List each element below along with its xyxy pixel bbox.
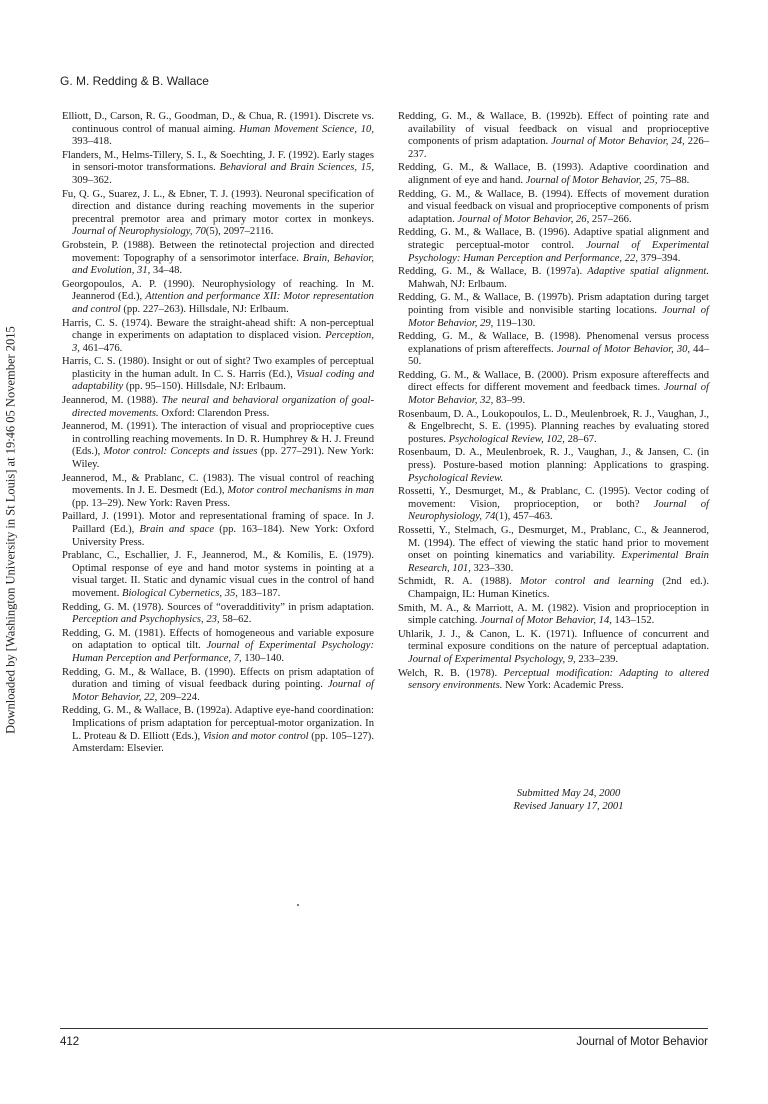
reference-text: (pp. 95–150). Hillsdale, NJ: Erlbaum. bbox=[123, 381, 286, 393]
reference-entry bbox=[62, 111, 374, 149]
reference-source: Journal of Motor Behavior, 22, bbox=[72, 679, 374, 703]
reference-text: Flanders, M., Helms-Tillery, S. I., & Soechting, J. F. (1992). Early stages in sensori-motor transformations. bbox=[62, 149, 374, 174]
reference-text: Harris, C. S. (1980). Insight or out of sight? Two examples of perceptual plasticity in the human adult. In C. S. Harris (Ed.), bbox=[62, 356, 374, 380]
reference-source: Brain, Behavior, and Evolution, 31, bbox=[72, 252, 374, 277]
reference-source: Motor control: Concepts and issues bbox=[103, 446, 258, 458]
reference-entry bbox=[398, 668, 709, 693]
reference-text: 183–187. bbox=[237, 587, 281, 599]
reference-source: Journal of Motor Behavior, 26, bbox=[457, 213, 590, 225]
reference-text: Prablanc, C., Eschallier, J. F., Jeannerod, M., & Komilis, E. (1979). Optimal response of eye and hand motor systems in pointing at a visual target. II. Static and dynamic visual cues in the control of hand movement. bbox=[62, 550, 374, 599]
reference-entry bbox=[398, 111, 709, 161]
reference-entry bbox=[62, 628, 374, 666]
reference-text: Redding, G. M., & Wallace, B. (1994). Effects of movement duration and visual feedback on visual and proprioceptive components of prism adaptation. bbox=[398, 188, 709, 225]
reference-source: Visual coding and adaptability bbox=[72, 368, 375, 393]
reference-entry bbox=[398, 370, 709, 408]
reference-text: 323–330. bbox=[470, 562, 514, 574]
reference-entry bbox=[398, 292, 709, 330]
reference-source: Motor control mechanisms in man bbox=[227, 485, 375, 497]
reference-source: Vision and motor control bbox=[202, 730, 309, 742]
reference-entry bbox=[398, 486, 709, 524]
reference-text: New York: Academic Press. bbox=[502, 680, 624, 692]
reference-text: Rossetti, Y., Desmurget, M., & Prablanc, C. (1995). Vector coding of movement: Vision, proprioception, or both? bbox=[398, 486, 709, 510]
reference-source: Perception and Psychophysics, 23, bbox=[72, 614, 220, 626]
reference-text: Redding, G. M., & Wallace, B. (1992b). Effect of pointing rate and availability of visual feedback on visual and proprioceptive components of prism adaptation. bbox=[398, 111, 709, 148]
reference-entry bbox=[398, 576, 709, 601]
reference-text: (pp. 163–184). New York: Oxford University Press. bbox=[72, 524, 374, 548]
reference-source: Adaptive spatial alignment. bbox=[587, 266, 710, 278]
footer-rule bbox=[60, 1028, 708, 1029]
reference-text: 83–99. bbox=[493, 395, 526, 407]
reference-entry bbox=[62, 602, 374, 627]
reference-text: (pp. 227–263). Hillsdale, NJ: Erlbaum. bbox=[120, 303, 289, 315]
reference-source: Experimental Brain Research, 101, bbox=[408, 550, 709, 574]
reference-entry bbox=[398, 525, 709, 575]
reference-source: Perceptual modification: Adapting to altered sensory environments. bbox=[408, 667, 709, 692]
reference-text: 233–239. bbox=[575, 653, 619, 665]
running-head: G. M. Redding & B. Wallace bbox=[60, 74, 209, 88]
reference-entry bbox=[398, 162, 709, 187]
reference-text: Rosenbaum, D. A., Loukopoulos, L. D., Meulenbroek, R. J., Vaughan, J., & Engelbrecht, S. E. (1995). Planning reaches by evaluating stored postures. bbox=[398, 408, 709, 445]
reference-entry bbox=[62, 318, 374, 356]
reference-text: 379–394. bbox=[637, 252, 681, 264]
references-left-column bbox=[62, 111, 374, 757]
reference-text: 393–418. bbox=[72, 136, 112, 148]
reference-text: 44–50. bbox=[408, 343, 709, 368]
reference-entry bbox=[62, 705, 374, 755]
print-speck bbox=[297, 904, 299, 906]
reference-text: Paillard, J. (1991). Motor and representational framing of space. In J. Paillard (Ed.), bbox=[62, 511, 374, 535]
references-right-column bbox=[398, 111, 709, 694]
reference-text: Redding, G. M. (1978). Sources of “overadditivity” in prism adaptation. bbox=[62, 601, 374, 613]
reference-text: 119–130. bbox=[493, 317, 536, 329]
reference-entry bbox=[398, 409, 709, 447]
reference-entry bbox=[62, 421, 374, 471]
reference-entry bbox=[398, 189, 709, 227]
reference-text: 257–266. bbox=[589, 213, 632, 225]
reference-text: 75–88. bbox=[657, 174, 690, 186]
reference-source: Journal of Motor Behavior, 30, bbox=[556, 343, 691, 355]
reference-source: Journal of Motor Behavior, 29, bbox=[408, 304, 709, 329]
reference-text: Rossetti, Y., Stelmach, G., Desmurget, M., Prablanc, C., & Jeannerod, M. (1994). The effect of viewing the static hand prior to movement onset on pointing kinematics and variability. bbox=[398, 525, 709, 562]
reference-source: Brain and space bbox=[139, 524, 215, 535]
reference-source: Journal of Motor Behavior, 14, bbox=[480, 615, 612, 627]
reference-text: Uhlarik, J. J., & Canon, L. K. (1971). Influence of concurrent and terminal exposure conditions on the nature of perceptual adaptation. bbox=[398, 628, 709, 653]
submitted-date: Submitted May 24, 2000 bbox=[516, 788, 621, 799]
reference-text: 143–152. bbox=[611, 615, 655, 627]
reference-text: 461–476. bbox=[79, 342, 123, 354]
reference-text: 130–140. bbox=[241, 652, 285, 664]
download-notice bbox=[2, 326, 19, 734]
reference-text: Smith, M. A., & Marriott, A. M. (1982). Vision and proprioception in simple catching. bbox=[398, 602, 709, 627]
reference-text: Mahwah, NJ: Erlbaum. bbox=[408, 278, 507, 290]
reference-source: The neural and behavioral organization of goal-directed movements. bbox=[72, 395, 375, 419]
revised-date: Revised January 17, 2001 bbox=[513, 800, 624, 812]
reference-text: Redding, G. M., & Wallace, B. (1997b). Prism adaptation during target pointing from visible and nonvisible starting locations. bbox=[398, 292, 709, 316]
reference-source: Psychological Review. bbox=[408, 472, 504, 484]
reference-text: (2nd ed.). Champaign, IL: Human Kinetics. bbox=[408, 576, 709, 600]
reference-text: Redding, G. M., & Wallace, B. (2000). Prism exposure aftereffects and direct effects for different movement and feedback times. bbox=[398, 369, 709, 394]
reference-text: Jeannerod, M., & Prablanc, C. (1983). The visual control of reaching movements. In J. E. Desmedt (Ed.), bbox=[62, 472, 374, 497]
reference-source: Journal of Experimental Psychology: Human Perception and Performance, 22, bbox=[408, 239, 709, 264]
reference-text: 309–362. bbox=[72, 174, 112, 186]
reference-source: Journal of Motor Behavior, 24, bbox=[551, 136, 685, 148]
reference-entry bbox=[62, 395, 374, 420]
reference-source: Psychological Review, 102, bbox=[448, 433, 565, 445]
reference-source: Motor control and learning bbox=[520, 576, 654, 588]
reference-text: Jeannerod, M. (1991). The interaction of visual and proprioceptive cues in controlling reaching movements. In D. R. Humphrey & H. J. Freund (Eds.), bbox=[62, 421, 374, 458]
reference-source: Journal of Neurophysiology, 74 bbox=[408, 498, 709, 523]
reference-source: Attention and performance XII: Motor representation and control bbox=[72, 291, 374, 315]
reference-text: (5), 2097–2116. bbox=[205, 226, 274, 238]
reference-source: Perception, 3, bbox=[72, 330, 374, 354]
reference-text: Elliott, D., Carson, R. G., Goodman, D., & Chua, R. (1991). Discrete vs. continuous control of manual aiming. bbox=[62, 111, 374, 135]
reference-text: Grobstein, P. (1988). Between the retinotectal projection and directed movement: Topography of a sensorimotor interface. bbox=[62, 239, 374, 264]
reference-text: Redding, G. M., & Wallace, B. (1996). Adaptive spatial alignment and strategic perceptual-motor control. bbox=[398, 227, 709, 251]
reference-entry bbox=[62, 550, 374, 600]
reference-entry bbox=[398, 447, 709, 485]
reference-entry bbox=[398, 266, 709, 291]
reference-entry bbox=[398, 629, 709, 667]
reference-source: Journal of Motor Behavior, 32, bbox=[408, 382, 709, 407]
reference-text: (1), 457–463. bbox=[495, 511, 553, 523]
reference-entry bbox=[62, 150, 374, 188]
reference-text: (pp. 105–127). Amsterdam: Elsevier. bbox=[72, 730, 374, 755]
reference-text: Redding, G. M., & Wallace, B. (1993). Adaptive coordination and alignment of eye and hand. bbox=[398, 162, 709, 186]
reference-text: Redding, G. M. (1981). Effects of homogeneous and variable exposure on adaptation to optical tilt. bbox=[62, 627, 374, 652]
reference-text: Welch, R. B. (1978). bbox=[398, 667, 504, 679]
submission-dates bbox=[398, 788, 709, 813]
reference-source: Journal of Motor Behavior, 25, bbox=[525, 174, 658, 186]
reference-text: Jeannerod, M. (1988). bbox=[62, 395, 162, 407]
reference-entry bbox=[62, 511, 374, 549]
reference-text: (pp. 277–291). New York: Wiley. bbox=[72, 446, 374, 471]
download-notice-text: Downloaded by [Washington University in St Louis] at 19:46 05 November 2015 bbox=[3, 326, 17, 734]
reference-text: 34–48. bbox=[150, 265, 183, 277]
reference-text: Georgopoulos, A. P. (1990). Neurophysiology of reaching. In M. Jeannerod (Ed.), bbox=[62, 278, 374, 303]
reference-entry bbox=[62, 356, 374, 394]
reference-text: 28–67. bbox=[564, 433, 597, 445]
journal-name: Journal of Motor Behavior bbox=[576, 1036, 708, 1048]
reference-entry bbox=[62, 473, 374, 511]
reference-text: Rosenbaum, D. A., Meulenbroek, R. J., Vaughan, J., & Jansen, C. (in press). Posture-based motion planning: Applications to grasping. bbox=[398, 447, 709, 472]
reference-text: 226–237. bbox=[408, 136, 709, 160]
reference-text: Schmidt, R. A. (1988). bbox=[398, 576, 521, 588]
reference-source: Journal of Neurophysiology, 70 bbox=[72, 226, 206, 238]
reference-source: Biological Cybernetics, 35, bbox=[122, 587, 238, 599]
reference-text: 58–62. bbox=[219, 614, 252, 626]
reference-entry bbox=[62, 279, 374, 317]
reference-text: (pp. 13–29). New York: Raven Press. bbox=[72, 497, 231, 509]
reference-entry bbox=[62, 240, 374, 278]
reference-source: Journal of Experimental Psychology, 9, bbox=[408, 653, 576, 665]
reference-text: Fu, Q. G., Suarez, J. L., & Ebner, T. J. (1993). Neuronal specification of direction and distance during reaching movements in the superior precentral premotor area and primary motor cortex in monkeys. bbox=[62, 188, 374, 225]
page-number: 412 bbox=[60, 1036, 80, 1048]
reference-source: Journal of Experimental Psychology: Human Perception and Performance, 7, bbox=[72, 640, 374, 664]
reference-source: Human Movement Science, 10, bbox=[239, 123, 374, 135]
reference-entry bbox=[398, 603, 709, 628]
reference-entry bbox=[398, 331, 709, 369]
reference-text: Redding, G. M., & Wallace, B. (1997a). bbox=[398, 266, 588, 278]
reference-source: Behavioral and Brain Sciences, 15, bbox=[219, 162, 375, 174]
reference-text: Oxford: Clarendon Press. bbox=[158, 407, 270, 419]
reference-entry bbox=[62, 667, 374, 705]
reference-entry bbox=[398, 227, 709, 265]
reference-text: 209–224. bbox=[157, 691, 200, 703]
reference-text: Redding, G. M., & Wallace, B. (1990). Effects on prism adaptation of duration and timing of visual feedback during pointing. bbox=[62, 666, 374, 691]
reference-text: Harris, C. S. (1974). Beware the straight-ahead shift: A non-perceptual change in experiments on adaptation to displaced vision. bbox=[62, 317, 374, 342]
reference-entry bbox=[62, 189, 374, 239]
reference-text: Redding, G. M., & Wallace, B. (1992a). Adaptive eye-hand coordination: Implications of prism adaptation for perceptual-motor organization. In L. Proteau & D. Elliott (Eds.), bbox=[62, 705, 374, 742]
reference-text: Redding, G. M., & Wallace, B. (1998). Phenomenal versus process explanations of prism aftereffects. bbox=[398, 331, 709, 355]
